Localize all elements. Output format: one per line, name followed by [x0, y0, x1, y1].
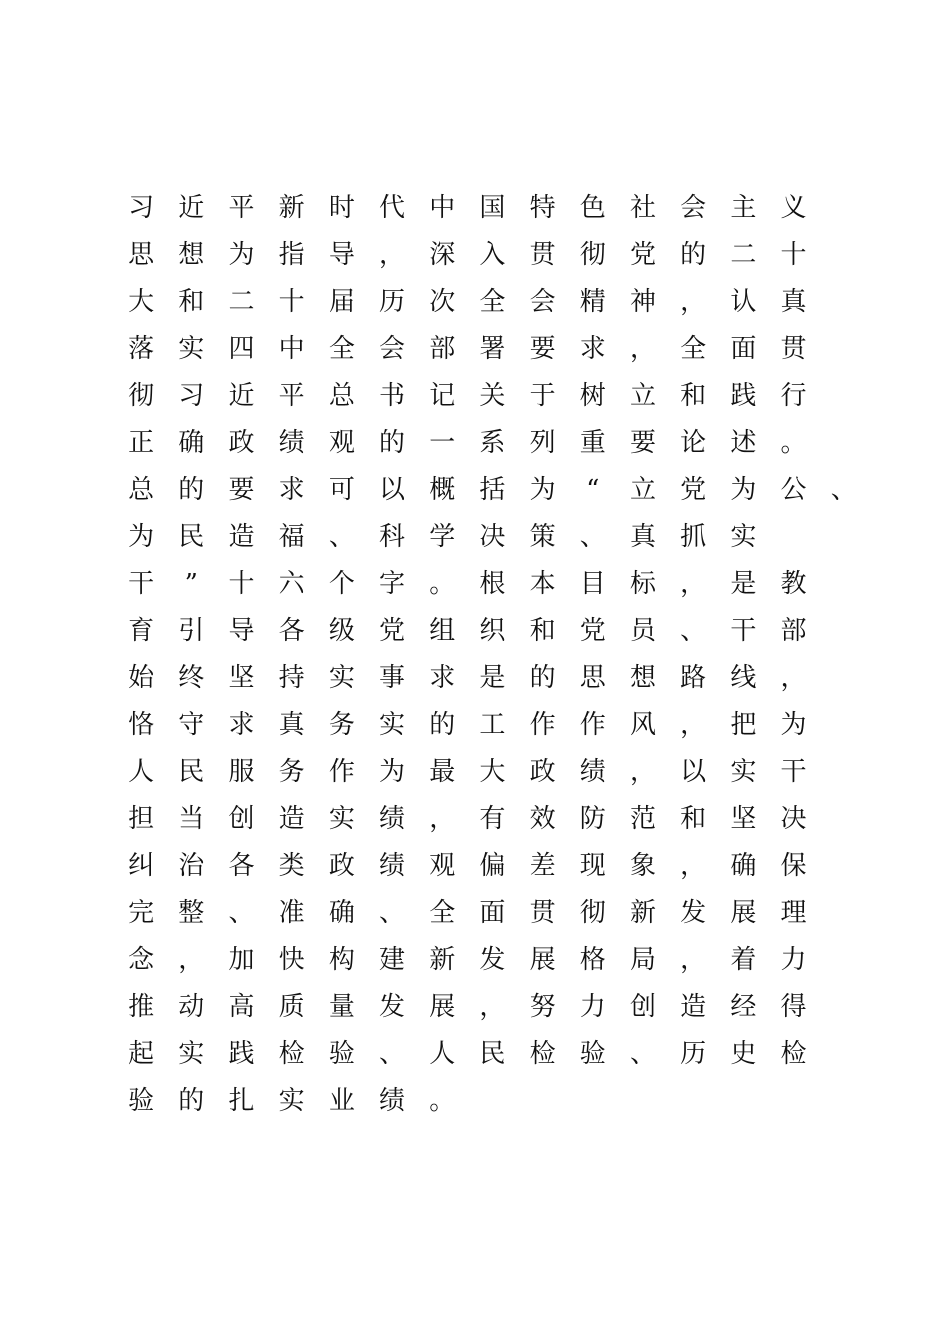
- text-char: 想: [629, 663, 656, 693]
- text-char: 、: [680, 616, 707, 646]
- text-char: 干: [730, 616, 757, 646]
- text-char: 政: [228, 428, 255, 458]
- text-char: 象: [629, 851, 656, 881]
- text-char: 部: [429, 334, 456, 364]
- text-char: 国: [479, 193, 506, 223]
- text-char: 是: [479, 663, 506, 693]
- text-line: [116, 984, 950, 1031]
- text-char: 二: [730, 240, 757, 270]
- text-char: 导: [328, 240, 355, 270]
- text-char: 把: [730, 710, 757, 740]
- text-char: 确: [178, 428, 205, 458]
- text-char: 社: [629, 193, 656, 223]
- text-char: 的: [680, 240, 707, 270]
- text-char: 思: [128, 240, 155, 270]
- text-char: ，: [680, 710, 707, 740]
- text-char: ，: [629, 334, 656, 364]
- text-char: 中: [278, 334, 305, 364]
- text-char: 平: [278, 381, 305, 411]
- text-char: 最: [429, 757, 456, 787]
- text-char: 确: [730, 851, 757, 881]
- text-char: 党: [680, 475, 707, 505]
- text-line: [116, 467, 950, 514]
- text-char: 终: [178, 663, 205, 693]
- text-char: 类: [278, 851, 305, 881]
- text-char: 务: [278, 757, 305, 787]
- text-char: 指: [278, 240, 305, 270]
- text-char: 民: [178, 522, 205, 552]
- text-char: 的: [529, 663, 556, 693]
- text-char: 引: [178, 616, 205, 646]
- text-char: 经: [730, 992, 757, 1022]
- text-char: 学: [429, 522, 456, 552]
- text-char: 全: [479, 287, 506, 317]
- text-char: 入: [479, 240, 506, 270]
- text-char: 绩: [379, 1086, 406, 1116]
- text-char: 标: [629, 569, 656, 599]
- text-char: 总: [328, 381, 355, 411]
- text-char: ，: [680, 851, 707, 881]
- text-char: 中: [429, 193, 456, 223]
- text-line: [116, 232, 950, 279]
- text-char: 真: [780, 287, 807, 317]
- text-char: 真: [278, 710, 305, 740]
- text-char: 树: [579, 381, 606, 411]
- text-char: 力: [780, 945, 807, 975]
- text-char: 历: [680, 1039, 707, 1069]
- text-char: 念: [128, 945, 155, 975]
- text-char: 关: [479, 381, 506, 411]
- text-line: [116, 937, 950, 984]
- text-char: 教: [780, 569, 807, 599]
- text-char: 服: [228, 757, 255, 787]
- text-char: 检: [780, 1039, 807, 1069]
- text-char: 绩: [379, 851, 406, 881]
- text-char: 十: [228, 569, 255, 599]
- text-char: 验: [328, 1039, 355, 1069]
- text-line: [116, 1078, 950, 1125]
- text-char: 、: [328, 522, 355, 552]
- text-char: 括: [479, 475, 506, 505]
- text-char: 有: [479, 804, 506, 834]
- text-line: [116, 702, 950, 749]
- text-char: 着: [730, 945, 757, 975]
- text-char: ，: [780, 663, 807, 693]
- text-char: 线: [730, 663, 757, 693]
- text-char: 公: [780, 475, 807, 505]
- text-char: 抓: [680, 522, 707, 552]
- text-char: 扎: [228, 1086, 255, 1116]
- text-char: 效: [529, 804, 556, 834]
- text-char: 实: [178, 334, 205, 364]
- text-char: 代: [379, 193, 406, 223]
- text-char: 习: [128, 193, 155, 223]
- text-char: 贯: [529, 898, 556, 928]
- text-char: 时: [328, 193, 355, 223]
- text-char: 民: [479, 1039, 506, 1069]
- text-char: 想: [178, 240, 205, 270]
- text-char: 完: [128, 898, 155, 928]
- text-char: 十: [278, 287, 305, 317]
- text-char: 习: [178, 381, 205, 411]
- text-char: 干: [128, 569, 155, 599]
- text-char: 记: [429, 381, 456, 411]
- text-char: 的: [178, 1086, 205, 1116]
- text-line: [116, 514, 950, 561]
- text-char: 以: [379, 475, 406, 505]
- text-char: ”: [184, 569, 198, 599]
- text-char: 绩: [379, 804, 406, 834]
- text-char: 求: [228, 710, 255, 740]
- text-char: 党: [579, 616, 606, 646]
- text-char: 当: [178, 804, 205, 834]
- text-char: 坚: [228, 663, 255, 693]
- text-char: 真: [629, 522, 656, 552]
- text-char: 构: [328, 945, 355, 975]
- text-char: 组: [429, 616, 456, 646]
- text-char: 观: [328, 428, 355, 458]
- text-char: ，: [429, 804, 456, 834]
- text-char: 准: [278, 898, 305, 928]
- text-char: 恪: [128, 710, 155, 740]
- text-char: 展: [529, 945, 556, 975]
- text-char: 导: [228, 616, 255, 646]
- text-char: 干: [780, 757, 807, 787]
- text-char: 和: [680, 804, 707, 834]
- text-char: 正: [128, 428, 155, 458]
- text-char: “: [586, 475, 600, 505]
- text-char: 彻: [128, 381, 155, 411]
- text-char: 科: [379, 522, 406, 552]
- text-char: 为: [529, 475, 556, 505]
- text-char: 检: [278, 1039, 305, 1069]
- text-char: 总: [128, 475, 155, 505]
- text-char: 贯: [529, 240, 556, 270]
- text-char: ，: [680, 945, 707, 975]
- text-char: 立: [629, 475, 656, 505]
- text-char: 全: [328, 334, 355, 364]
- text-char: 作: [328, 757, 355, 787]
- text-char: 、: [830, 475, 857, 505]
- text-char: 近: [178, 193, 205, 223]
- text-char: 偏: [479, 851, 506, 881]
- text-char: 新: [429, 945, 456, 975]
- text-char: 工: [479, 710, 506, 740]
- text-char: 作: [529, 710, 556, 740]
- text-char: 展: [429, 992, 456, 1022]
- text-char: 造: [228, 522, 255, 552]
- text-char: 保: [780, 851, 807, 881]
- text-char: 大: [479, 757, 506, 787]
- text-char: 实: [328, 663, 355, 693]
- text-char: 福: [278, 522, 305, 552]
- text-line: [116, 1031, 950, 1078]
- text-char: 会: [529, 287, 556, 317]
- text-char: 检: [529, 1039, 556, 1069]
- text-char: 为: [228, 240, 255, 270]
- text-char: 部: [780, 616, 807, 646]
- text-line: [116, 326, 950, 373]
- text-char: 十: [780, 240, 807, 270]
- text-char: 创: [228, 804, 255, 834]
- text-char: 署: [479, 334, 506, 364]
- text-char: 系: [479, 428, 506, 458]
- text-char: 特: [529, 193, 556, 223]
- text-char: 动: [178, 992, 205, 1022]
- text-char: 、: [579, 522, 606, 552]
- text-char: 担: [128, 804, 155, 834]
- text-char: 和: [529, 616, 556, 646]
- text-char: 全: [429, 898, 456, 928]
- text-char: 范: [629, 804, 656, 834]
- text-char: 创: [629, 992, 656, 1022]
- text-line: [116, 420, 950, 467]
- text-line: [116, 796, 950, 843]
- text-char: 验: [128, 1086, 155, 1116]
- text-char: 加: [228, 945, 255, 975]
- text-char: 质: [278, 992, 305, 1022]
- text-char: 践: [228, 1039, 255, 1069]
- text-char: ，: [680, 569, 707, 599]
- text-char: 整: [178, 898, 205, 928]
- text-char: 根: [479, 569, 506, 599]
- text-char: 现: [579, 851, 606, 881]
- text-char: 人: [128, 757, 155, 787]
- text-char: 政: [328, 851, 355, 881]
- text-char: 史: [730, 1039, 757, 1069]
- text-char: 实: [730, 522, 757, 552]
- text-char: 织: [479, 616, 506, 646]
- text-char: 风: [629, 710, 656, 740]
- text-char: 要: [228, 475, 255, 505]
- text-char: 的: [379, 428, 406, 458]
- text-char: 要: [529, 334, 556, 364]
- text-char: 努: [529, 992, 556, 1022]
- text-char: 论: [680, 428, 707, 458]
- text-char: ，: [629, 757, 656, 787]
- text-char: 党: [629, 240, 656, 270]
- text-char: 党: [379, 616, 406, 646]
- text-char: 贯: [780, 334, 807, 364]
- text-char: 策: [529, 522, 556, 552]
- text-char: 色: [579, 193, 606, 223]
- text-char: 义: [780, 193, 807, 223]
- text-char: 求: [278, 475, 305, 505]
- text-char: 全: [680, 334, 707, 364]
- text-char: 求: [579, 334, 606, 364]
- text-char: 彻: [579, 240, 606, 270]
- text-line: [116, 185, 950, 232]
- text-char: 级: [328, 616, 355, 646]
- text-char: 和: [680, 381, 707, 411]
- text-char: 力: [579, 992, 606, 1022]
- text-char: 起: [128, 1039, 155, 1069]
- text-char: 造: [278, 804, 305, 834]
- text-char: 行: [780, 381, 807, 411]
- text-char: 政: [529, 757, 556, 787]
- text-char: 各: [228, 851, 255, 881]
- text-char: 践: [730, 381, 757, 411]
- text-char: 建: [379, 945, 406, 975]
- text-char: 二: [228, 287, 255, 317]
- text-char: 要: [629, 428, 656, 458]
- text-char: 差: [529, 851, 556, 881]
- text-char: 作: [579, 710, 606, 740]
- text-char: 快: [278, 945, 305, 975]
- text-char: 决: [479, 522, 506, 552]
- text-char: 面: [730, 334, 757, 364]
- text-char: 绩: [579, 757, 606, 787]
- text-char: 可: [328, 475, 355, 505]
- text-char: 发: [680, 898, 707, 928]
- text-char: 业: [328, 1086, 355, 1116]
- text-char: 发: [379, 992, 406, 1022]
- text-char: 、: [228, 898, 255, 928]
- text-char: 的: [429, 710, 456, 740]
- text-char: 于: [529, 381, 556, 411]
- text-char: 路: [680, 663, 707, 693]
- text-char: 务: [328, 710, 355, 740]
- text-char: 持: [278, 663, 305, 693]
- text-char: 。: [429, 1086, 456, 1116]
- text-char: 实: [178, 1039, 205, 1069]
- text-char: 字: [379, 569, 406, 599]
- text-char: 观: [429, 851, 456, 881]
- text-char: 重: [579, 428, 606, 458]
- text-char: ，: [479, 992, 506, 1022]
- text-char: 会: [680, 193, 707, 223]
- text-char: 概: [429, 475, 456, 505]
- text-char: 面: [479, 898, 506, 928]
- text-char: 育: [128, 616, 155, 646]
- text-line: [116, 749, 950, 796]
- text-char: 验: [579, 1039, 606, 1069]
- text-char: 神: [629, 287, 656, 317]
- text-line: [116, 561, 950, 608]
- text-char: 目: [579, 569, 606, 599]
- text-char: 四: [228, 334, 255, 364]
- text-line: [116, 843, 950, 890]
- text-char: 认: [730, 287, 757, 317]
- text-char: 各: [278, 616, 305, 646]
- text-char: 届: [328, 287, 355, 317]
- text-line: [116, 608, 950, 655]
- text-char: 求: [429, 663, 456, 693]
- text-char: 员: [629, 616, 656, 646]
- text-char: 的: [178, 475, 205, 505]
- text-line: [116, 890, 950, 937]
- text-char: 事: [379, 663, 406, 693]
- text-char: 大: [128, 287, 155, 317]
- text-char: 、: [379, 1039, 406, 1069]
- text-char: 绩: [278, 428, 305, 458]
- text-char: 发: [479, 945, 506, 975]
- text-char: 治: [178, 851, 205, 881]
- text-char: 民: [178, 757, 205, 787]
- text-char: 平: [228, 193, 255, 223]
- text-line: [116, 373, 950, 420]
- text-char: 实: [328, 804, 355, 834]
- text-char: 为: [128, 522, 155, 552]
- text-char: 、: [629, 1039, 656, 1069]
- text-char: ，: [379, 240, 406, 270]
- text-char: 高: [228, 992, 255, 1022]
- text-char: 局: [629, 945, 656, 975]
- text-char: 列: [529, 428, 556, 458]
- text-char: 和: [178, 287, 205, 317]
- text-char: 。: [429, 569, 456, 599]
- text-char: 实: [730, 757, 757, 787]
- text-char: 六: [278, 569, 305, 599]
- text-char: 量: [328, 992, 355, 1022]
- text-char: 落: [128, 334, 155, 364]
- text-char: 精: [579, 287, 606, 317]
- text-char: 纠: [128, 851, 155, 881]
- text-line: [116, 655, 950, 702]
- text-char: 实: [278, 1086, 305, 1116]
- text-char: 决: [780, 804, 807, 834]
- text-char: 彻: [579, 898, 606, 928]
- text-char: 新: [629, 898, 656, 928]
- text-char: ，: [680, 287, 707, 317]
- text-line: [116, 279, 950, 326]
- text-char: 得: [780, 992, 807, 1022]
- text-char: 书: [379, 381, 406, 411]
- text-char: 防: [579, 804, 606, 834]
- text-char: 坚: [730, 804, 757, 834]
- text-char: 次: [429, 287, 456, 317]
- text-char: 格: [579, 945, 606, 975]
- text-char: 以: [680, 757, 707, 787]
- text-char: 本: [529, 569, 556, 599]
- text-char: 主: [730, 193, 757, 223]
- text-char: 确: [328, 898, 355, 928]
- text-char: 会: [379, 334, 406, 364]
- text-char: 。: [780, 428, 807, 458]
- text-char: 、: [379, 898, 406, 928]
- text-char: 立: [629, 381, 656, 411]
- text-char: 思: [579, 663, 606, 693]
- text-char: 人: [429, 1039, 456, 1069]
- text-char: 为: [780, 710, 807, 740]
- text-char: 一: [429, 428, 456, 458]
- text-char: 是: [730, 569, 757, 599]
- text-char: 为: [730, 475, 757, 505]
- text-char: 展: [730, 898, 757, 928]
- text-char: ，: [178, 945, 205, 975]
- text-char: 造: [680, 992, 707, 1022]
- text-char: 述: [730, 428, 757, 458]
- text-char: 实: [379, 710, 406, 740]
- text-char: 新: [278, 193, 305, 223]
- text-char: 个: [328, 569, 355, 599]
- text-char: 始: [128, 663, 155, 693]
- text-char: 深: [429, 240, 456, 270]
- text-char: 理: [780, 898, 807, 928]
- text-char: 历: [379, 287, 406, 317]
- text-char: 守: [178, 710, 205, 740]
- text-char: 推: [128, 992, 155, 1022]
- text-char: 近: [228, 381, 255, 411]
- text-char: 为: [379, 757, 406, 787]
